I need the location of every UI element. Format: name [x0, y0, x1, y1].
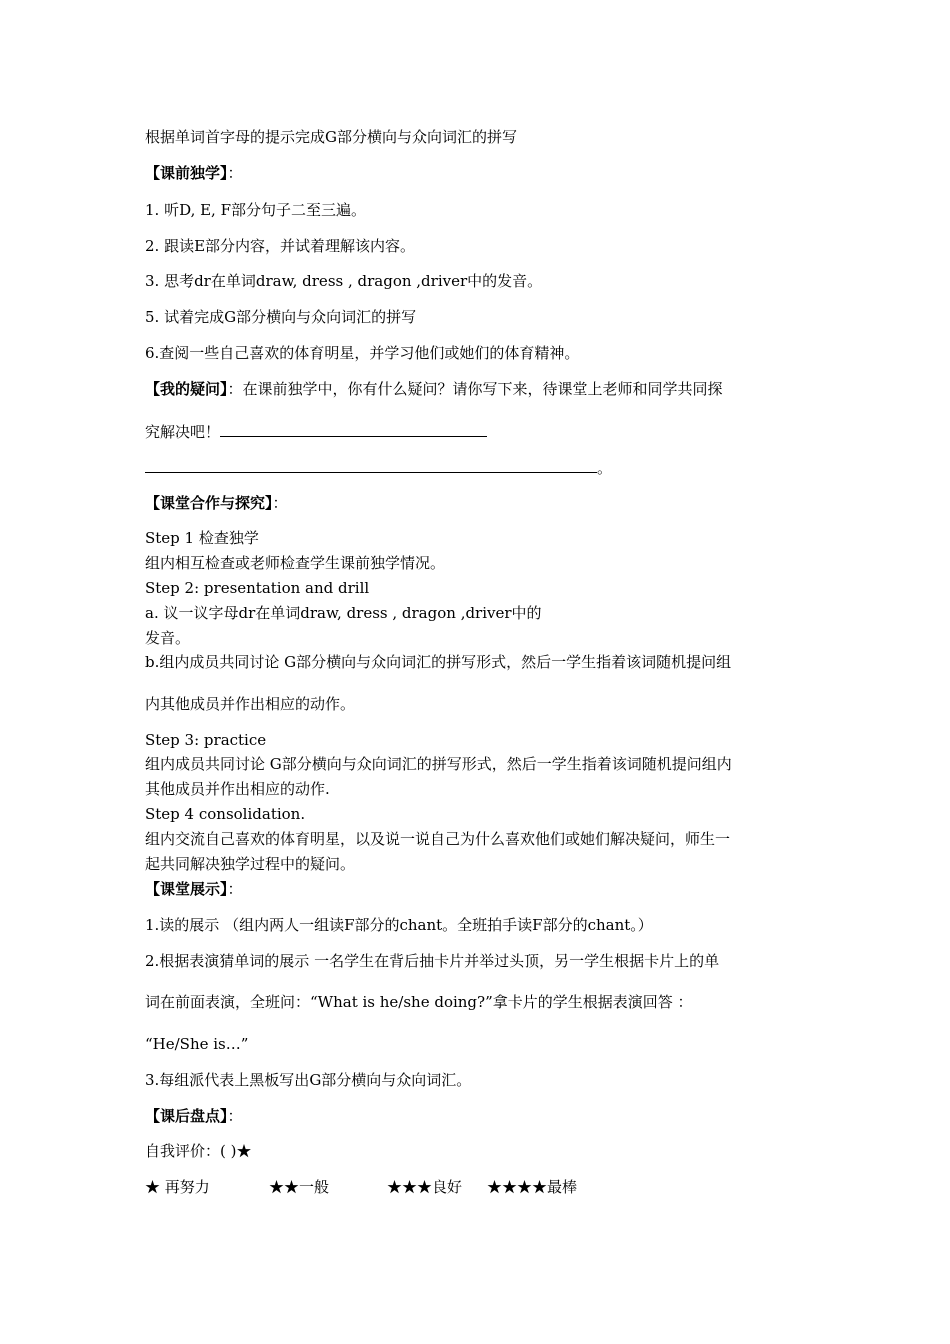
answer-blank-2[interactable]	[145, 457, 597, 473]
step3-text-cont: 其他成员并作出相应的动作.	[145, 780, 330, 798]
step2-title: Step 2: presentation and drill	[145, 579, 370, 597]
pre-item-1: 1. 听D, E, F部分句子二至三遍。	[145, 201, 367, 219]
show-item-3: 3.每组派代表上黑板写出G部分横向与众向词汇。	[145, 1071, 472, 1089]
step4-text-cont: 起共同解决独学过程中的疑问。	[145, 855, 356, 873]
step2-a-cont: 发音。	[145, 629, 191, 647]
class-heading-line	[145, 493, 288, 513]
show-item-2-cont: 词在前面表演，全班问：“What is he/she doing?”拿卡片的学生根据表演回答 ：	[145, 993, 693, 1011]
pre-item-2: 2. 跟读E部分内容，并试着理解该内容。	[145, 237, 416, 255]
step1-text: 组内相互检查或老师检查学生课前独学情况。	[145, 554, 446, 572]
pre-item-5: 5. 试着完成G部分横向与众向词汇的拼写	[145, 308, 417, 326]
step2-b: b.组内成员共同讨论 G部分横向与众向词汇的拼写形式，然后一学生指着该词随机提问组	[145, 653, 732, 671]
question-end: 。	[597, 459, 613, 477]
show-item-2-answer: “He/She is…”	[145, 1035, 249, 1053]
after-heading-line	[145, 1106, 243, 1126]
step4-text: 组内交流自己喜欢的体育明星，以及说一说自己为什么喜欢他们或她们解决疑问，师生一	[145, 830, 731, 848]
rating-2: ★★一般	[269, 1178, 330, 1196]
step2-b-cont: 内其他成员并作出相应的动作。	[145, 695, 356, 713]
class-heading-suffix: ：	[272, 494, 288, 512]
show-item-2: 2.根据表演猜单词的展示 一名学生在背后抽卡片并举过头顶，另一学生根据卡片上的单	[145, 952, 720, 970]
pre-item-6: 6.查阅一些自己喜欢的体育明星，并学习他们或她们的体育精神。	[145, 344, 580, 362]
step4-title: Step 4 consolidation.	[145, 805, 306, 823]
pre-study-heading-line	[145, 163, 243, 183]
step1-title: Step 1 检查独学	[145, 529, 259, 547]
pre-study-heading-suffix: ：	[227, 164, 243, 182]
show-item-1: 1.读的展示 （组内两人一组读F部分的chant。全班拍手读F部分的chant。）	[145, 916, 653, 934]
answer-blank-1[interactable]	[220, 421, 487, 437]
self-eval-line: 自我评价：( )★	[145, 1142, 252, 1160]
after-heading: 【课后盘点】	[145, 1107, 228, 1125]
show-heading-suffix: ：	[227, 880, 243, 898]
rating-3: ★★★良好	[387, 1178, 463, 1196]
step3-title: Step 3: practice	[145, 731, 267, 749]
question-heading: 【我的疑问】	[145, 380, 228, 398]
step3-text: 组内成员共同讨论 G部分横向与众向词汇的拼写形式，然后一学生指着该词随机提问组内	[145, 755, 732, 773]
question-line-2	[145, 421, 487, 442]
after-heading-suffix: ：	[227, 1107, 243, 1125]
step2-a: a. 议一议字母dr在单词draw, dress , dragon ,driver中的	[145, 604, 542, 622]
rating-4: ★★★★最棒	[487, 1178, 578, 1196]
question-text-2: 究解决吧！	[145, 423, 221, 441]
intro-line: 根据单词首字母的提示完成G部分横向与众向词汇的拼写	[145, 128, 517, 146]
show-heading-line	[145, 879, 243, 899]
question-text: ：在课前独学中，你有什么疑问？请你写下来，待课堂上老师和同学共同探	[227, 380, 723, 398]
show-heading: 【课堂展示】	[145, 880, 228, 898]
question-line	[145, 379, 723, 399]
pre-item-3: 3. 思考dr在单词draw, dress , dragon ,driver中的发音。	[145, 272, 543, 290]
pre-study-heading: 【课前独学】	[145, 164, 228, 182]
class-heading: 【课堂合作与探究】	[145, 494, 273, 512]
question-line-3	[145, 457, 612, 478]
rating-1: ★ 再努力	[145, 1178, 210, 1196]
